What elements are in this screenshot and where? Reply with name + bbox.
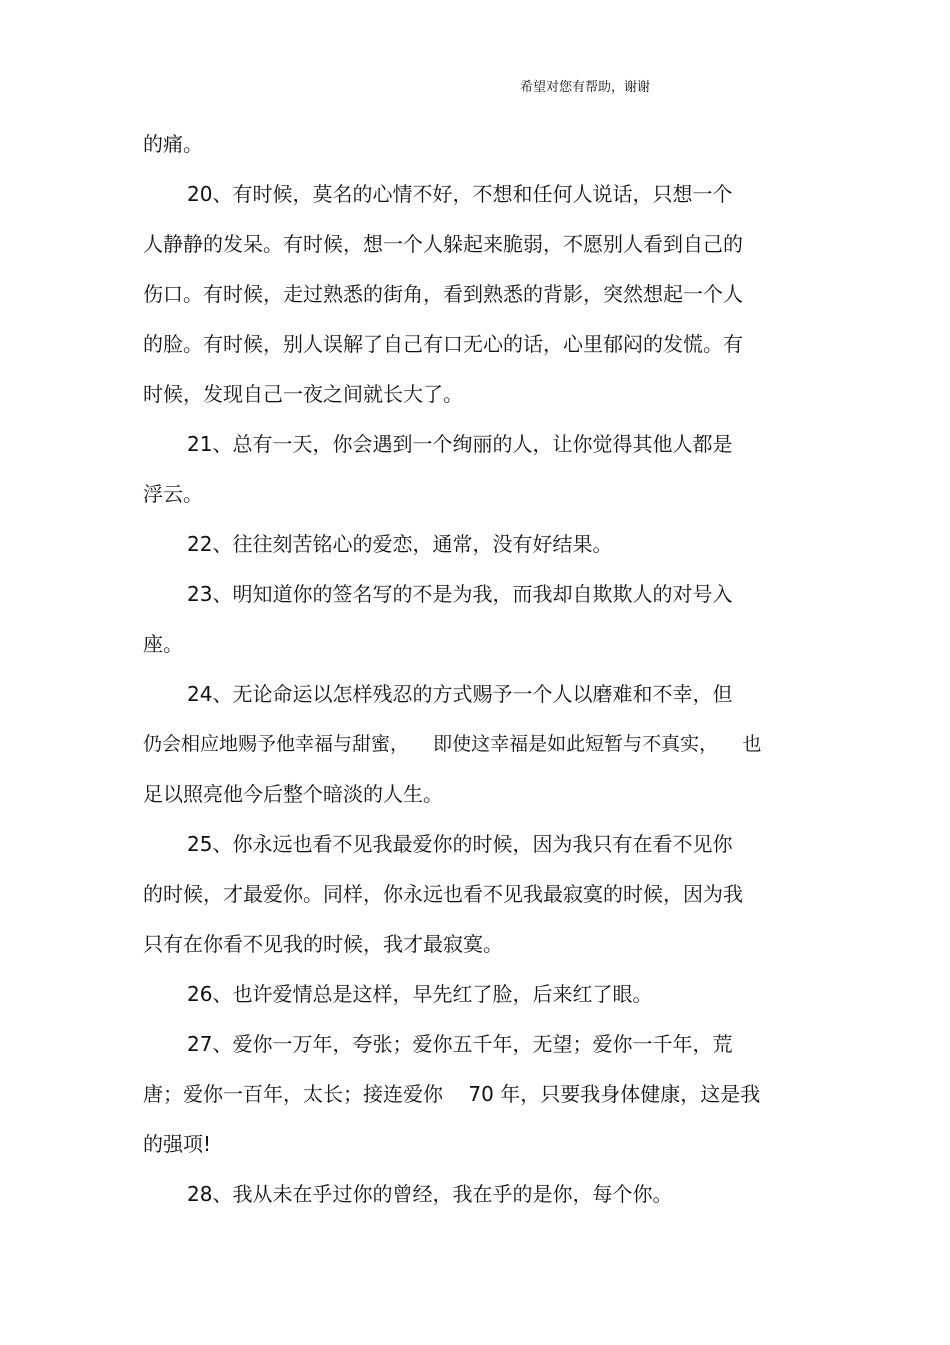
text-line: 的脸。有时候，别人误解了自己有口无心的话，心里郁闷的发慌。有 <box>143 332 743 356</box>
text-line: 人静静的发呆。有时候，想一个人躲起来脆弱，不愿别人看到自己的 <box>143 232 743 256</box>
text-line: 唐；爱你一百年，太长；接连爱你 70 年，只要我身体健康，这是我 <box>143 1082 761 1106</box>
text-line: 只有在你看不见我的时候，我才最寂寞。 <box>143 932 503 956</box>
text-line: 28、我从未在乎过你的曾经，我在乎的是你，每个你。 <box>187 1182 673 1206</box>
text-line: 27、爱你一万年，夸张；爱你五千年，无望；爱你一千年，荒 <box>187 1032 733 1056</box>
text-line: 22、往往刻苦铭心的爱恋，通常，没有好结果。 <box>187 532 613 556</box>
text-line: 浮云。 <box>143 482 203 506</box>
text-line: 座。 <box>143 632 183 656</box>
text-line: 24、无论命运以怎样残忍的方式赐予一个人以磨难和不幸，但 <box>187 682 733 706</box>
text-line: 25、你永远也看不见我最爱你的时候，因为我只有在看不见你 <box>187 832 733 856</box>
page-header-note: 希望对您有帮助，谢谢 <box>520 80 651 95</box>
text-line: 时候，发现自己一夜之间就长大了。 <box>143 382 463 406</box>
text-line: 仍会相应地赐予他幸福与甜蜜， 即使这幸福是如此短暂与不真实， 也 <box>143 733 762 755</box>
text-line: 26、也许爱情总是这样，早先红了脸，后来红了眼。 <box>187 982 653 1006</box>
text-line: 21、总有一天，你会遇到一个绚丽的人，让你觉得其他人都是 <box>187 432 733 456</box>
text-line: 的强项! <box>143 1132 212 1156</box>
text-line: 的痛。 <box>143 132 203 156</box>
text-line: 足以照亮他今后整个暗淡的人生。 <box>143 782 443 806</box>
text-line: 20、有时候，莫名的心情不好，不想和任何人说话，只想一个 <box>187 182 733 206</box>
text-line: 的时候，才最爱你。同样，你永远也看不见我最寂寞的时候，因为我 <box>143 882 743 906</box>
text-line: 伤口。有时候，走过熟悉的街角，看到熟悉的背影，突然想起一个人 <box>143 282 743 306</box>
text-line: 23、明知道你的签名写的不是为我，而我却自欺欺人的对号入 <box>187 582 733 606</box>
